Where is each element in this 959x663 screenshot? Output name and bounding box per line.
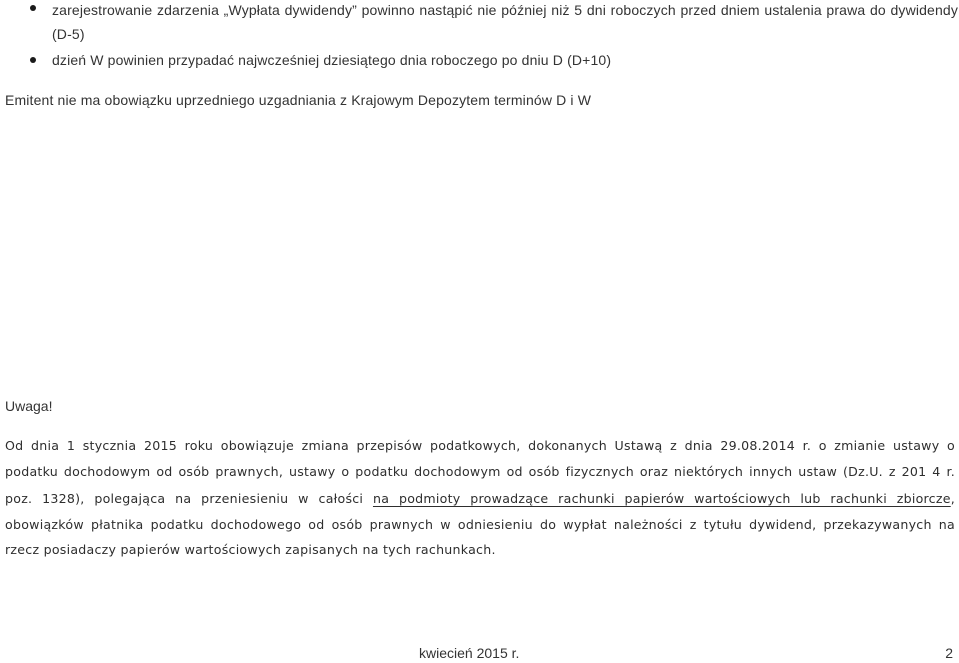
footer-date: kwiecień 2015 r.	[419, 645, 520, 661]
bullet-dot-icon	[30, 57, 36, 63]
underlined-phrase: na podmioty prowadzące rachunki papierów wartościowych lub rachunki zbiorcze	[372, 491, 951, 506]
paragraph-line: obowiązków płatnika podatku dochodowego od osób prawnych w odniesieniu do wypłat należności z tytułu dywidend, przekazywanych na	[5, 517, 955, 532]
paragraph-line: rzecz posiadaczy papierów wartościowych zapisanych na tych rachunkach.	[5, 542, 496, 557]
paragraph-text: poz. 1328), polegająca na przeniesieniu w całości	[5, 491, 373, 506]
notice-heading: Uwaga!	[5, 398, 53, 414]
page-number: 2	[945, 645, 953, 661]
paragraph-text: ,	[950, 491, 955, 506]
paragraph-line: Od dnia 1 stycznia 2015 roku obowiązuje zmiana przepisów podatkowych, dokonanych Ustawą z dnia 29.08.2014 r. o zmianie ustawy o	[5, 438, 955, 453]
bullet-text: zarejestrowanie zdarzenia „Wypłata dywidendy” powinno nastąpić nie później niż 5 dni roboczych przed dniem ustalenia prawa do dywidendy (D-5)	[52, 2, 958, 42]
emitent-note: Emitent nie ma obowiązku uprzedniego uzgadniania z Krajowym Depozytem terminów D i W	[5, 92, 592, 108]
bullet-text: dzień W powinien przypadać najwcześniej dziesiątego dnia roboczego po dniu D (D+10)	[52, 52, 612, 68]
paragraph-line	[5, 487, 955, 511]
paragraph-line: podatku dochodowym od osób prawnych, ustawy o podatku dochodowym od osób fizycznych oraz niektórych innych ustaw (Dz.U. z 201 4 r.	[5, 464, 955, 479]
bullet-dot-icon	[30, 5, 36, 11]
